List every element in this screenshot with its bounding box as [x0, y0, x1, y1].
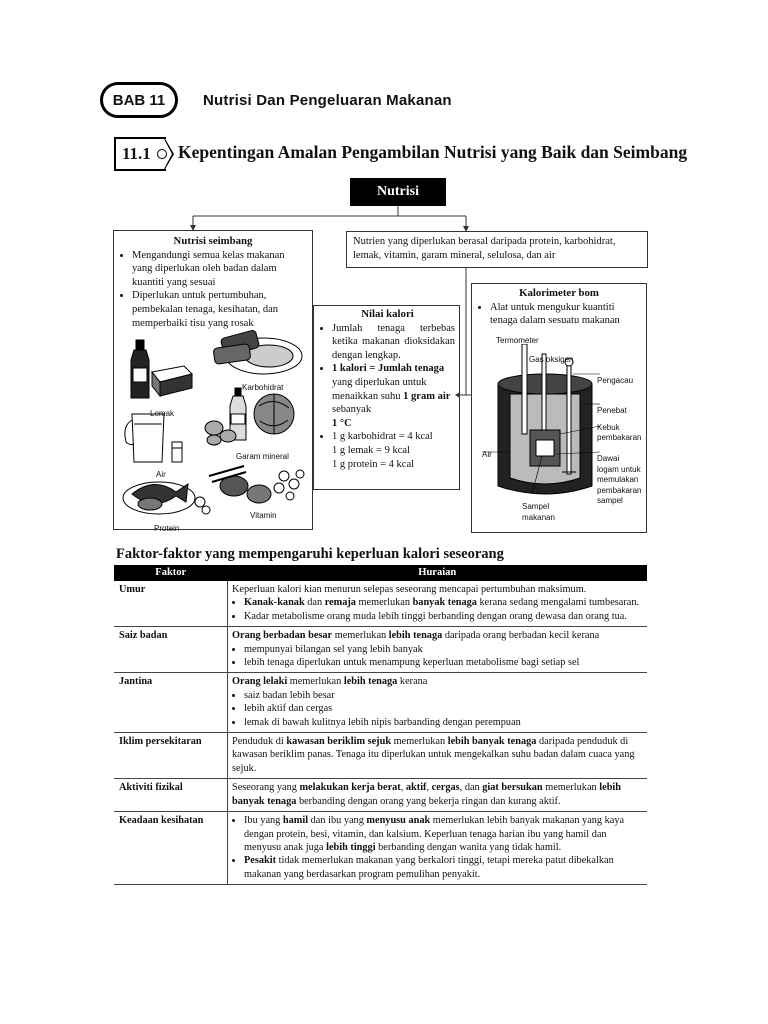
- label-vitamin: Vitamin: [250, 511, 277, 520]
- desc-text: memerlukan: [287, 676, 344, 688]
- kalori-line: 1 g karbohidrat = 4 kcal: [332, 431, 433, 443]
- kalorimeter-bom-box: [471, 283, 647, 533]
- nilai-kalori-box: [313, 305, 460, 490]
- desc-text: tidak memerlukan makanan yang berkalori tinggi, tetapi mereka patut dibekalkan makanan yang berdasarkan program pemulihan penyakit.: [244, 855, 614, 880]
- label-penebat: Penebat: [597, 406, 627, 415]
- section-number: 11.1: [114, 137, 166, 171]
- chapter-title: Nutrisi Dan Pengeluaran Makanan: [203, 92, 452, 109]
- label-lemak: Lemak: [150, 409, 175, 418]
- desc-bullet: • Kadar metabolisme orang muda lebih tinggi berbanding dengan orang dewasa dan orang tua.: [244, 610, 643, 623]
- kalorimeter-bullet: • Alat untuk mengukur kuantiti tenaga dalam sesuatu makanan: [490, 301, 640, 328]
- desc-bold: kawasan beriklim sejuk: [286, 736, 392, 748]
- desc-bullet: • lebih aktif dan cergas: [244, 702, 643, 715]
- desc-text: dan ibu yang: [308, 815, 367, 827]
- desc-cell: [228, 627, 648, 673]
- label-pengacau: Pengacau: [597, 376, 634, 385]
- kalorimeter-title: Kalorimeter bom: [519, 287, 599, 299]
- desc-text: memerlukan lebih banyak makanan yang kaya dengan protein, besi, vitamin, dan kalsium. Keperluan tenaga harian ibu yang hamil dan menyusu anak juga: [244, 815, 625, 853]
- desc-bold: melakukan kerja berat: [299, 782, 401, 794]
- desc-bold: Pesakit: [244, 855, 277, 867]
- kalori-bullet: [332, 362, 455, 430]
- factor-cell: Iklim persekitaran: [114, 733, 228, 779]
- label-dawai: Dawai logam untuk memulakan pembakaran sampel: [597, 454, 642, 505]
- label-termometer: Termometer: [496, 336, 539, 345]
- desc-text: memerlukan: [332, 630, 389, 642]
- desc-bold: lebih tenaga: [343, 676, 398, 688]
- butter-icon: [152, 366, 192, 396]
- factor-heading: Faktor-faktor yang mempengaruhi keperluan kalori seseorang: [116, 546, 504, 562]
- desc-text: memerlukan: [355, 597, 413, 609]
- table-row: [114, 673, 647, 733]
- label-gas-oksigen: Gas oksigen: [529, 355, 574, 364]
- kalori-text: yang diperlukan untuk menaikkan suhu: [332, 376, 427, 402]
- oil-bottle-icon: [131, 340, 149, 398]
- desc-text: kerana sedang mengalami tumbesaran.: [476, 597, 640, 609]
- desc-text: ,: [426, 782, 432, 794]
- table-row: [114, 779, 647, 812]
- kalori-bullet: [332, 430, 455, 471]
- desc-text: Ibu yang: [244, 815, 283, 827]
- desc-text: Keperluan kalori kian menurun selepas seseorang mencapai pertumbuhan maksimum.: [232, 584, 587, 595]
- seimbang-bullet: • Diperlukan untuk pertumbuhan, pembekalan tenaga, kesihatan, dan memperbaiki tisu yang rosak: [132, 289, 306, 330]
- table-header-row: [114, 565, 647, 581]
- label-sampel: Sampel makanan: [522, 502, 555, 522]
- desc-cell: [228, 733, 648, 779]
- desc-cell: [228, 673, 648, 733]
- desc-bold: lebih tenaga: [388, 630, 443, 642]
- col-factor-header: Faktor: [114, 565, 228, 581]
- table-row: [114, 581, 647, 627]
- desc-bold: lebih tinggi: [326, 841, 376, 853]
- table-row: [114, 812, 647, 885]
- kalori-bold: 1 °C: [332, 417, 352, 429]
- label-karbohidrat: Karbohidrat: [242, 383, 284, 392]
- desc-text: daripada orang berbadan kecil kerana: [442, 630, 600, 642]
- factor-cell: Saiz badan: [114, 627, 228, 673]
- nutrien-box: Nutrien yang diperlukan berasal daripada protein, karbohidrat, lemak, vitamin, garam mineral, selulosa, dan air: [346, 231, 648, 268]
- label-protein: Protein: [154, 524, 180, 533]
- food-illustration: [114, 326, 312, 531]
- desc-bold: banyak tenaga: [412, 597, 477, 609]
- desc-bold: Orang berbadan besar: [232, 630, 333, 642]
- desc-text: memerlukan: [542, 782, 600, 794]
- kalori-bullet: • Jumlah tenaga terbebas ketika makanan dioksidakan dengan lengkap.: [332, 322, 455, 363]
- label-air-bom: Air: [482, 450, 492, 459]
- label-air: Air: [156, 470, 166, 479]
- desc-cell: [228, 779, 648, 812]
- vegetables-icon: [209, 466, 304, 503]
- kalori-bold: 1 kalori = Jumlah tenaga: [332, 363, 445, 375]
- desc-bullet: [244, 814, 643, 854]
- chapter-badge: BAB 11: [100, 82, 178, 118]
- desc-text: berbanding dengan orang yang bekerja ringan dan kurang aktif.: [296, 795, 561, 807]
- desc-bullet: [244, 854, 643, 881]
- section-title: Kepentingan Amalan Pengambilan Nutrisi yang Baik dan Seimbang: [178, 142, 688, 162]
- desc-bold: hamil: [282, 815, 309, 827]
- col-desc-header: Huraian: [228, 565, 648, 581]
- desc-text: memerlukan: [391, 736, 448, 748]
- desc-bold: lebih banyak tenaga: [447, 736, 537, 748]
- desc-text: dan: [304, 597, 325, 609]
- desc-text: , dan: [459, 782, 483, 794]
- factor-cell: Keadaan kesihatan: [114, 812, 228, 885]
- table-row: [114, 627, 647, 673]
- kalori-line: 1 g protein = 4 kcal: [332, 458, 415, 470]
- desc-bold: lebih banyak tenaga: [232, 782, 622, 807]
- desc-bullet: • saiz badan lebih besar: [244, 689, 643, 702]
- nilai-kalori-title: Nilai kalori: [361, 308, 414, 320]
- table-row: [114, 733, 647, 779]
- seimbang-title: Nutrisi seimbang: [173, 235, 253, 247]
- factor-cell: Umur: [114, 581, 228, 627]
- kalori-line: 1 g lemak = 9 kcal: [332, 444, 410, 456]
- desc-cell: [228, 581, 648, 627]
- section-dot-icon: [157, 149, 167, 159]
- desc-text: ,: [400, 782, 406, 794]
- desc-text: Penduduk di: [232, 736, 287, 748]
- desc-bullet: • mempunyai bilangan sel yang lebih banyak: [244, 643, 643, 656]
- desc-bullet: [244, 596, 643, 609]
- desc-bullet: • lemak di bawah kulitnya lebih nipis barbanding dengan perempuan: [244, 716, 643, 729]
- label-kebuk: Kebuk pembakaran: [597, 423, 642, 442]
- nutrisi-seimbang-box: [113, 230, 313, 533]
- factor-cell: Aktiviti fizikal: [114, 779, 228, 812]
- factor-cell: Jantina: [114, 673, 228, 733]
- nutrisi-root-box: Nutrisi: [350, 178, 446, 206]
- kalori-bold: 1 gram air: [403, 390, 451, 402]
- desc-bold: remaja: [324, 597, 356, 609]
- desc-bold: cergas: [431, 782, 460, 794]
- desc-cell: [228, 812, 648, 885]
- desc-bold: aktif: [405, 782, 427, 794]
- desc-text: Seseorang yang: [232, 782, 300, 794]
- desc-bold: Orang lelaki: [232, 676, 288, 688]
- desc-text: daripada penduduk di kawasan beriklim panas. Tenaga itu diperlukan untuk mengekalkan suhu badan dalam cuaca yang sejuk.: [232, 736, 635, 774]
- label-garam-mineral: Garam mineral: [236, 452, 289, 461]
- bread-rice-icon: [213, 330, 302, 374]
- kalori-text: sebanyak: [332, 404, 372, 416]
- desc-bold: Kanak-kanak: [244, 597, 305, 609]
- factor-table: [114, 565, 647, 885]
- desc-text: kerana: [397, 676, 428, 688]
- desc-bold: giat bersukan: [482, 782, 543, 794]
- desc-bullet: • lebih tenaga diperlukan untuk menampung keperluan metabolisme bagi setiap sel: [244, 656, 643, 669]
- desc-bold: menyusu anak: [366, 815, 431, 827]
- desc-text: berbanding dengan wanita yang tidak hamil.: [375, 841, 562, 853]
- seimbang-bullet: • Mengandungi semua kelas makanan yang diperlukan oleh badan dalam kuantiti yang sesuai: [132, 249, 306, 290]
- cabbage-icon: [254, 394, 294, 434]
- fish-meat-icon: [123, 482, 210, 514]
- water-jug-icon: [125, 414, 182, 462]
